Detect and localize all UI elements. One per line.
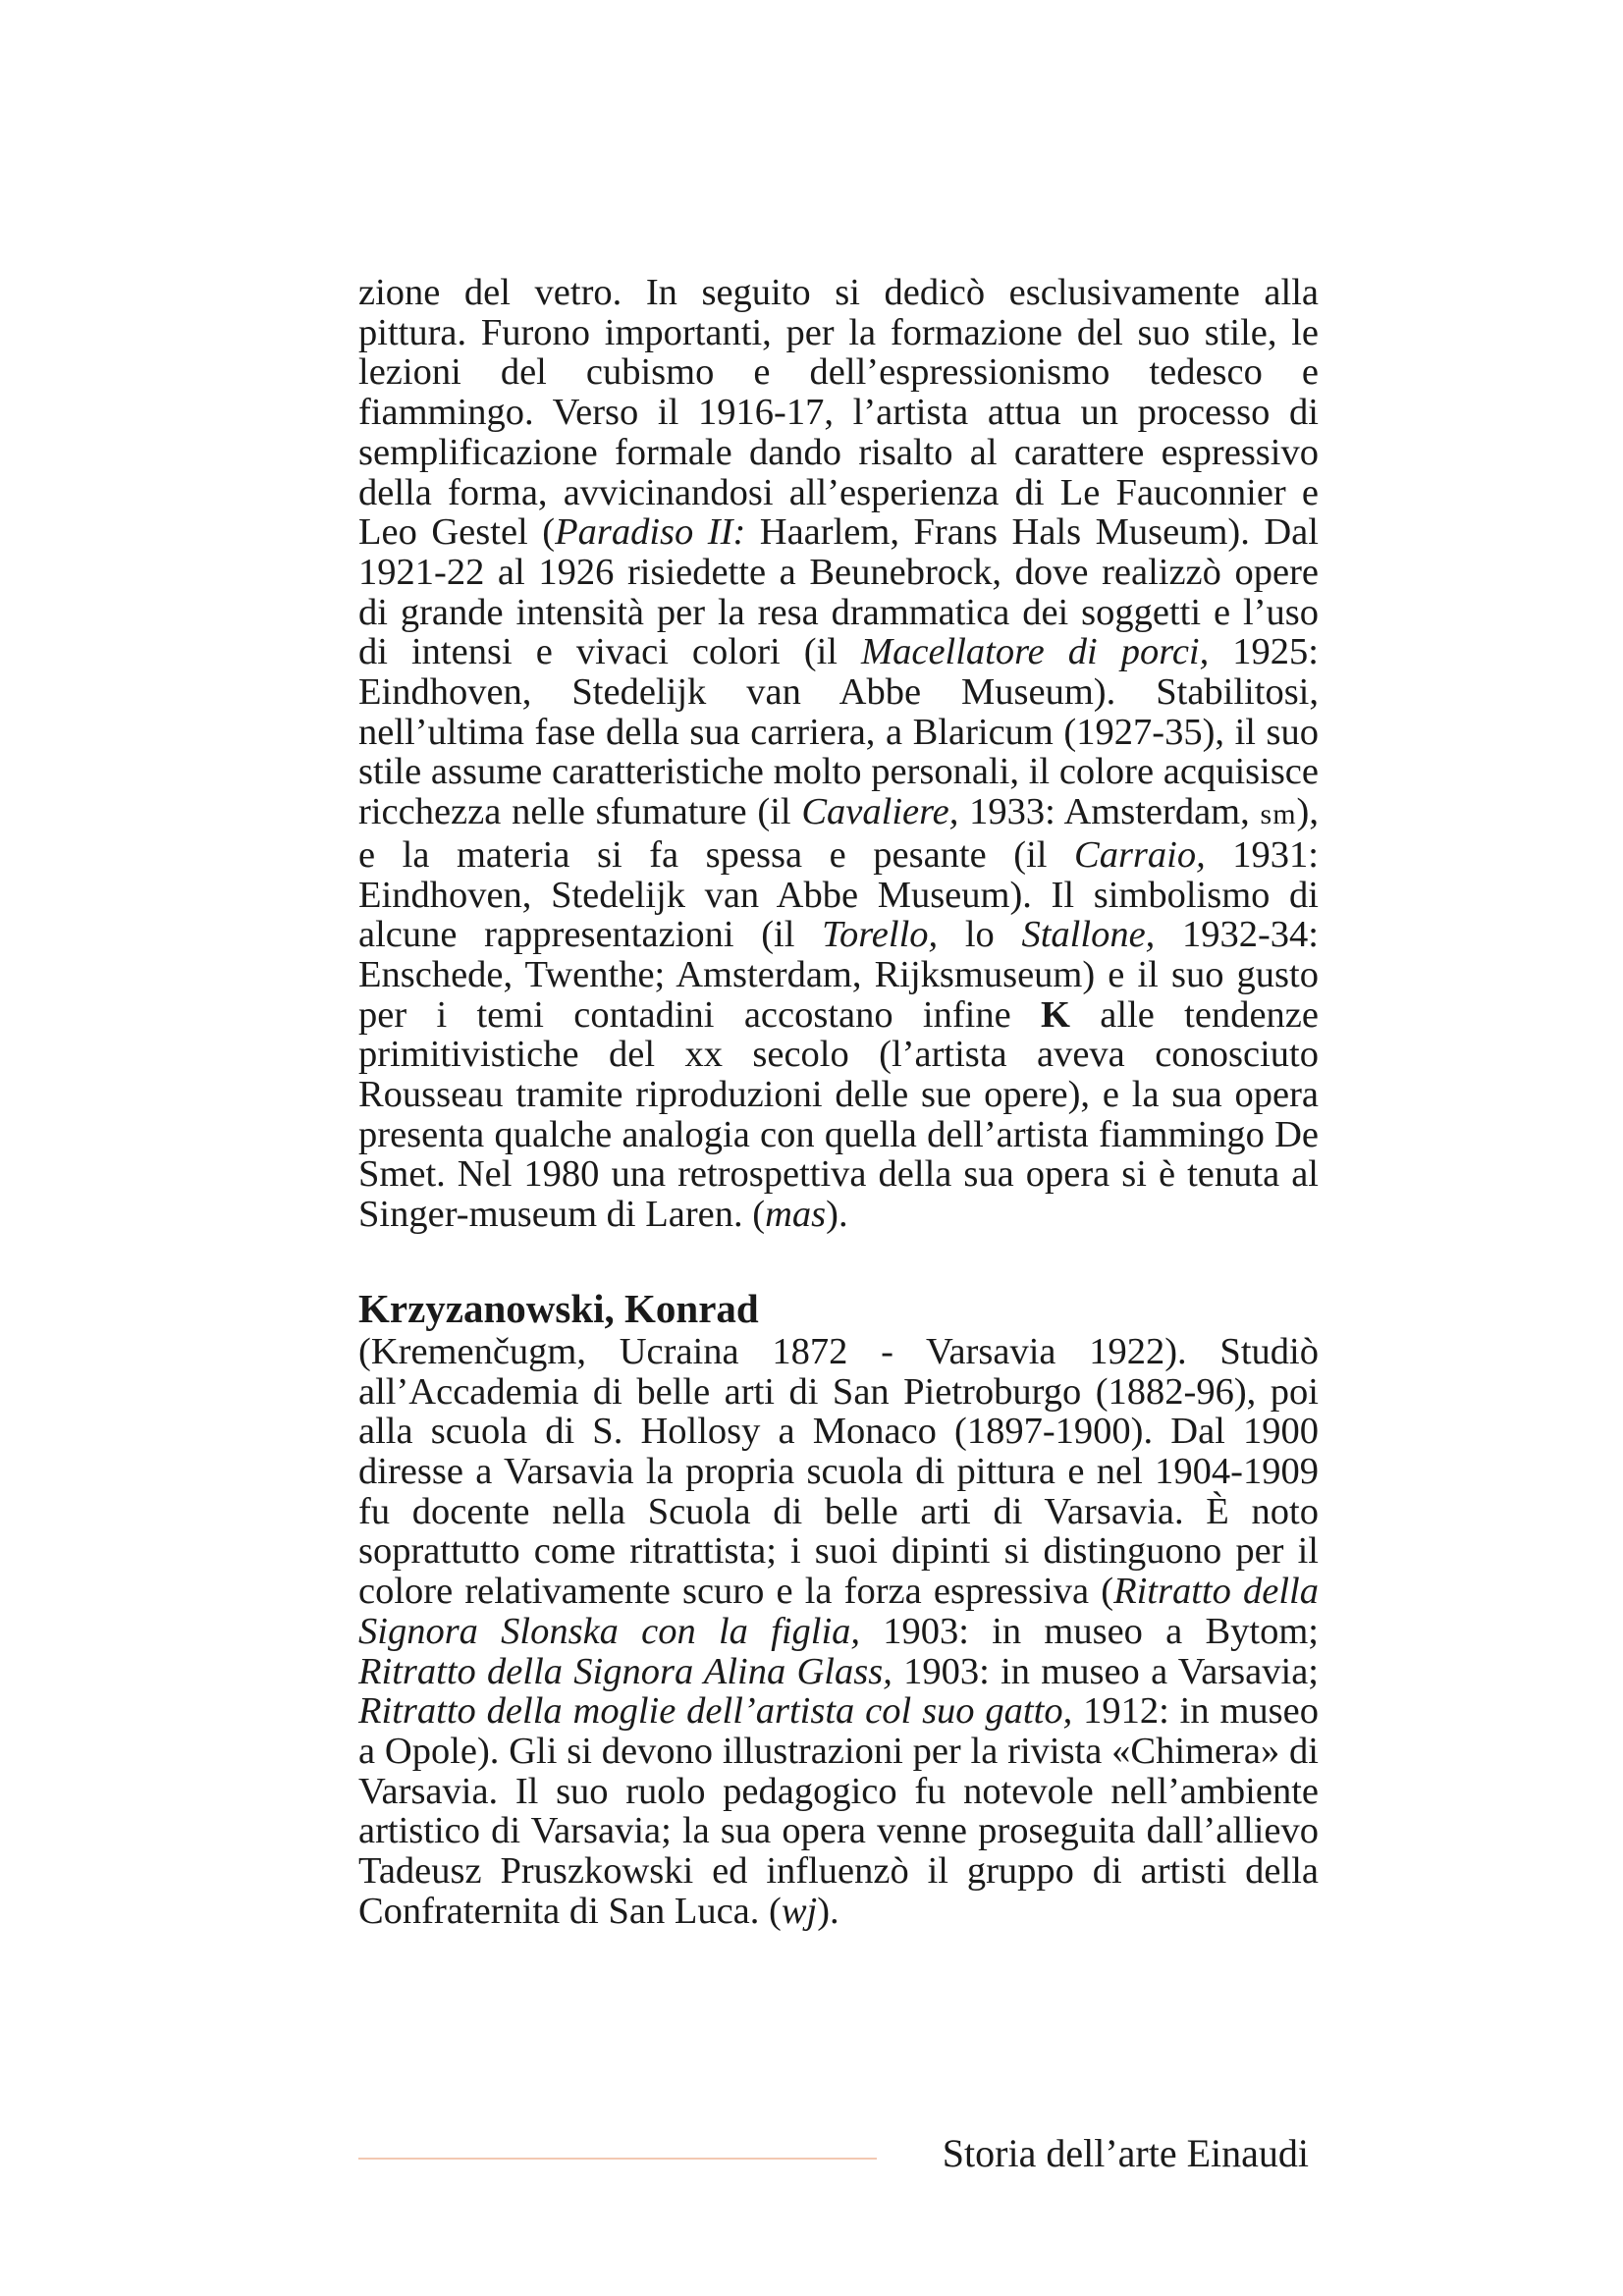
museum-abbreviation: sm	[1260, 798, 1297, 831]
entry-heading: Krzyzanowski, Konrad	[358, 1285, 759, 1331]
artwork-title: Stallone,	[1021, 914, 1156, 956]
artwork-title: Torello,	[822, 914, 939, 956]
page-body	[358, 273, 1319, 1931]
artwork-title: Macellatore di porci,	[861, 631, 1210, 673]
artwork-title: Ritratto della Signora Alina Glass,	[358, 1650, 893, 1692]
artwork-title: Ritratto della moglie dell’artista col suo gatto,	[358, 1690, 1073, 1733]
entry-text: (Kremenčugm, Ucraina 1872 - Varsavia 1922). Studiò all’Accademia di belle arti di San Pietroburgo (1882-96), poi alla scuola di S. Hollosy a Monaco (1897-1900). Dal 1900 diresse a Varsavia la propria scuola di pittura e nel 1904-1909 fu docente nella Scuola di belle arti di Varsavia. È noto soprattutto come ritrattista; i suoi dipinti si distinguono per il colore relativamente scuro e la forza espressiva (Ritratto della Signora Slonska con la figlia, 1903: in museo a Bytom; Ritratto della Signora Alina Glass, 1903: in museo a Varsavia; Ritratto della moglie dell’artista col suo gatto, 1912: in museo a Opole). Gli si devono illustrazioni per la rivista «Chimera» di Varsavia. Il suo ruolo pedagogico fu notevole nell’ambiente artistico di Varsavia; la sua opera venne proseguita dall’allievo Tadeusz Pruszkowski ed influenzò il gruppo di artisti della Confraternita di San Luca. (wj).	[358, 1330, 1319, 1932]
artist-initial: K	[1041, 993, 1070, 1036]
artwork-title: Ritratto della Signora Slonska con la figlia,	[358, 1571, 1319, 1652]
entry-text-continued: zione del vetro. In seguito si dedicò esclusivamente alla pittura. Furono importanti, per la formazione del suo stile, le lezioni del cubismo e dell’espressionismo tedesco e fiammingo. Verso il 1916-17, l’artista attua un processo di semplificazione formale dando risalto al carattere espressivo della forma, avvicinandosi all’esperienza di Le Fauconnier e Leo Gestel (Paradiso II: Haarlem, Frans Hals Museum). Dal 1921-22 al 1926 risiedette a Beunebrock, dove realizzò opere di grande intensità per la resa drammatica dei soggetti e l’uso di intensi e vivaci colori (il Macellatore di porci, 1925: Eindhoven, Stedelijk van Abbe Museum). Stabilitosi, nell’ultima fase della sua carriera, a Blaricum (1927-35), il suo stile assume caratteristiche molto personali, il colore acquisisce ricchezza nelle sfumature (il Cavaliere, 1933: Amsterdam, sm), e la materia si fa spessa e pesante (il Carraio, 1931: Eindhoven, Stedelijk van Abbe Museum). Il simbolismo di alcune rappresentazioni (il Torello, lo Stallone, 1932-34: Enschede, Twenthe; Amsterdam, Rijksmuseum) e il suo gusto per i temi contadini accostano infine K alle tendenze primitivistiche del xx secolo (l’artista aveva conosciuto Rousseau tramite riproduzioni delle sue opere), e la sua opera presenta qualche analogia con quella dell’artista fiammingo De Smet. Nel 1980 una retrospettiva della sua opera si è tenuta al Singer-museum di Laren. (mas).	[358, 272, 1320, 1236]
artwork-title: Paradiso II:	[555, 511, 746, 554]
author-initials: mas	[765, 1194, 827, 1236]
artwork-title: Carraio,	[1074, 833, 1206, 876]
artwork-title: Cavaliere,	[801, 791, 959, 833]
page-footer	[358, 2124, 1319, 2183]
footer-rule	[358, 2158, 877, 2160]
footer-book-title: Storia dell’arte Einaudi	[942, 2131, 1309, 2175]
author-initials: wj	[781, 1890, 818, 1932]
